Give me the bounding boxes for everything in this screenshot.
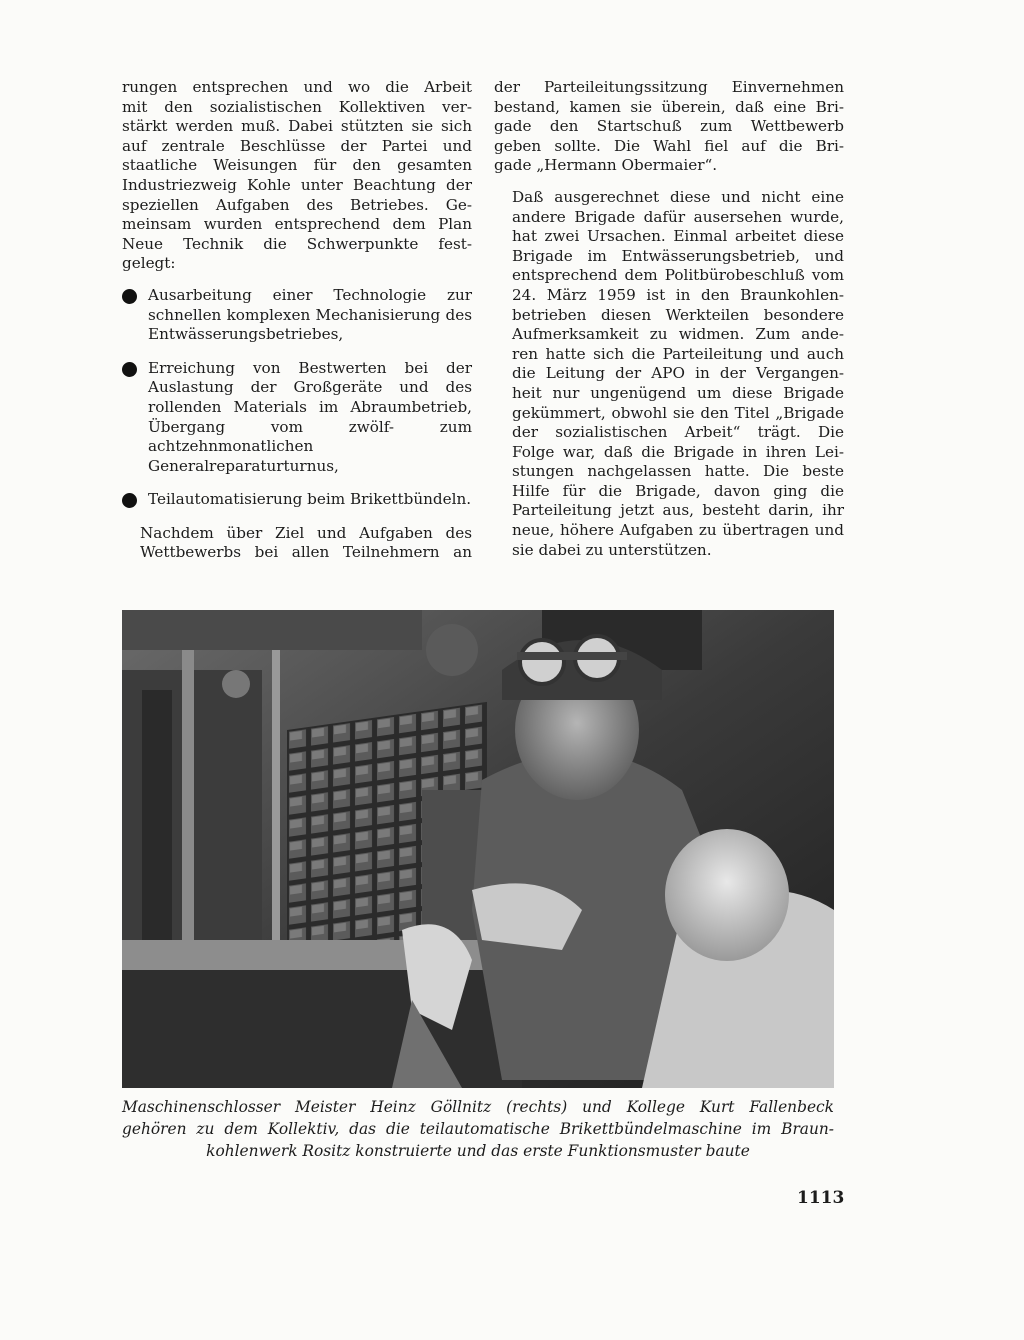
text-line: Brigade im Entwässerungsbetrieb, und bbox=[512, 246, 844, 265]
text-line: hat zwei Ursachen. Einmal arbeitet diese bbox=[512, 227, 844, 246]
text-line: neue, höhere Aufgaben zu übertragen und bbox=[512, 521, 844, 540]
text-line: heit nur ungenügend um diese Brigade bbox=[512, 383, 844, 402]
text-line: Parteileitung jetzt aus, besteht darin, ihr bbox=[512, 501, 844, 520]
text-line: stungen nachgelassen hatte. Die beste bbox=[512, 462, 844, 481]
text-line: gelegt: bbox=[122, 254, 176, 273]
list-item-text: Ausarbeitung einer Technologie zur schnellen komplexen Mechanisierung des Entwässerungsbetriebes, bbox=[148, 285, 472, 344]
right-paragraph-2 bbox=[494, 188, 844, 560]
right-column bbox=[494, 78, 844, 572]
left-column bbox=[122, 78, 472, 575]
text-line: Industriezweig Kohle unter Beachtung der bbox=[122, 175, 472, 194]
text-line: gade „Hermann Obermaier“. bbox=[494, 156, 718, 175]
text-line: rungen entsprechen und wo die Arbeit bbox=[122, 78, 472, 96]
text-line: sie dabei zu unterstützen. bbox=[512, 540, 712, 559]
bullet-dot-icon bbox=[122, 289, 137, 304]
text-line: Nachdem über Ziel und Aufgaben des bbox=[140, 523, 472, 542]
text-line: entsprechend dem Politbürobeschluß vom bbox=[512, 266, 844, 285]
text-line: Aufmerksamkeit zu widmen. Zum ande- bbox=[512, 325, 844, 344]
bullet-dot-icon bbox=[122, 362, 137, 377]
photo-workers-machine bbox=[122, 610, 834, 1088]
bullet-list bbox=[122, 286, 472, 510]
text-line: auf zentrale Beschlüsse der Partei und bbox=[122, 136, 472, 155]
list-item bbox=[122, 490, 472, 510]
caption-line: Maschinenschlosser Meister Heinz Göllnitz (rechts) und Kollege Kurt Fallenbeck bbox=[122, 1098, 834, 1116]
text-line: die Leitung der APO in der Vergangen- bbox=[512, 364, 844, 383]
caption-line: gehören zu dem Kollektiv, das die teilautomatische Brikettbündelmaschine im Braun- bbox=[122, 1120, 834, 1138]
text-line: stärkt werden muß. Dabei stützten sie sich bbox=[122, 117, 472, 136]
list-item-text: Teilautomatisierung beim Brikettbündeln. bbox=[148, 490, 472, 509]
text-line: der sozialistischen Arbeit“ trägt. Die bbox=[512, 423, 844, 442]
text-line: bestand, kamen sie überein, daß eine Bri- bbox=[494, 97, 844, 116]
text-line: Hilfe für die Brigade, davon ging die bbox=[512, 481, 844, 500]
text-line: staatliche Weisungen für den gesamten bbox=[122, 156, 472, 175]
bullet-dot-icon bbox=[122, 493, 137, 508]
text-line: gade den Startschuß zum Wettbewerb bbox=[494, 117, 844, 136]
text-line: Daß ausgerechnet diese und nicht eine bbox=[512, 187, 844, 206]
page-number: 1113 bbox=[797, 1188, 845, 1208]
right-paragraph-1 bbox=[494, 78, 844, 176]
list-item bbox=[122, 286, 472, 345]
text-line: 24. März 1959 ist in den Braunkohlen- bbox=[512, 285, 844, 304]
left-paragraph-2 bbox=[122, 524, 472, 563]
list-item bbox=[122, 359, 472, 477]
text-line: betrieben diesen Werkteilen besondere bbox=[512, 305, 844, 324]
caption-line: kohlenwerk Rositz konstruierte und das erste Funktionsmuster baute bbox=[206, 1142, 750, 1160]
text-line: Neue Technik die Schwerpunkte fest- bbox=[122, 234, 472, 253]
text-line: geben sollte. Die Wahl fiel auf die Bri- bbox=[494, 136, 844, 155]
text-line: meinsam wurden entsprechend dem Plan bbox=[122, 215, 472, 234]
left-paragraph-1 bbox=[122, 78, 472, 274]
text-line: ren hatte sich die Parteileitung und auch bbox=[512, 344, 844, 363]
text-line: andere Brigade dafür ausersehen wurde, bbox=[512, 207, 844, 226]
text-line: mit den sozialistischen Kollektiven ver- bbox=[122, 97, 472, 116]
text-line: gekümmert, obwohl sie den Titel „Brigade bbox=[512, 403, 844, 422]
text-line: der Parteileitungssitzung Einvernehmen bbox=[494, 78, 844, 96]
photo-caption bbox=[122, 1096, 834, 1162]
text-line: speziellen Aufgaben des Betriebes. Ge- bbox=[122, 195, 472, 214]
text-line: Wettbewerbs bei allen Teilnehmern an bbox=[140, 543, 472, 562]
list-item-text: Erreichung von Bestwerten bei der Auslastung der Großgeräte und des rollenden Materials im Abraumbetrieb, Übergang vom zwölf- zum achtzehnmonatlichen Generalreparaturturnus, bbox=[148, 358, 472, 475]
text-line: Folge war, daß die Brigade in ihren Lei- bbox=[512, 442, 844, 461]
